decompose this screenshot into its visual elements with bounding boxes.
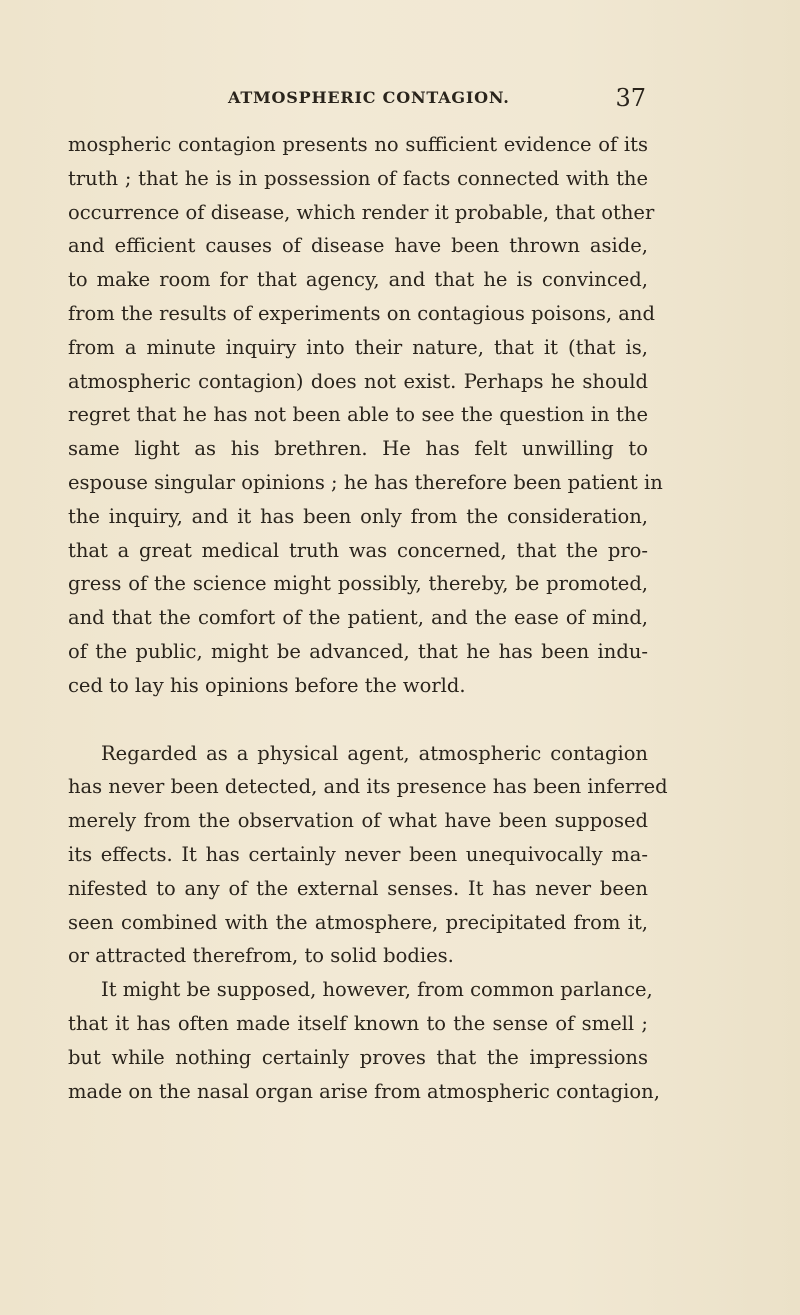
paragraph-3 [68,973,660,1108]
text-line: but while nothing certainly proves that the impressions [68,1045,648,1069]
text-line: and efficient causes of disease have been thrown aside, [68,234,648,258]
text-line: same light as his brethren. He has felt unwilling to [68,437,648,461]
text-line: and that the comfort of the patient, and the ease of mind, [68,606,648,630]
text-line: or attracted therefrom, to solid bodies. [68,944,454,968]
text-line: atmospheric contagion) does not exist. Perhaps he should [68,369,648,393]
text-line: regret that he has not been able to see the question in the [68,403,648,427]
text-line: espouse singular opinions ; he has therefore been patient in [68,470,663,494]
body-text [68,128,668,1108]
text-line: of the public, might be advanced, that he has been indu- [68,639,648,663]
text-line: nifested to any of the external senses. It has never been [68,876,648,900]
text-line: from the results of experiments on contagious poisons, and [68,301,655,325]
text-line: Regarded as a physical agent, atmospheric contagion [101,741,648,765]
text-line: merely from the observation of what have been supposed [68,809,648,833]
text-line: that it has often made itself known to the sense of smell ; [68,1011,648,1035]
text-line: that a great medical truth was concerned, that the pro- [68,538,648,562]
paragraph-2 [68,737,668,974]
text-line: It might be supposed, however, from common parlance, [101,978,653,1002]
text-line: the inquiry, and it has been only from the consideration, [68,504,648,528]
text-line: has never been detected, and its presence has been inferred [68,775,668,799]
text-line: mospheric contagion presents no sufficient evidence of its [68,133,648,156]
text-line: ced to lay his opinions before the world. [68,673,466,697]
running-head [228,84,646,114]
text-line: gress of the science might possibly, thereby, be promoted, [68,572,648,596]
text-line: from a minute inquiry into their nature, that it (that is, [68,335,648,359]
text-line: seen combined with the atmosphere, precipitated from it, [68,910,648,934]
paragraph-1 [68,128,663,703]
page-number: 37 [615,84,646,112]
text-line: truth ; that he is in possession of facts connected with the [68,166,648,190]
text-line: its effects. It has certainly never been unequivocally ma- [68,842,648,866]
text-line: to make room for that agency, and that he is convinced, [68,268,648,292]
text-line: occurrence of disease, which render it probable, that other [68,200,655,224]
running-title: ATMOSPHERIC CONTAGION. [228,88,510,107]
text-line: made on the nasal organ arise from atmospheric contagion, [68,1079,660,1103]
paragraph-gap [68,703,648,737]
